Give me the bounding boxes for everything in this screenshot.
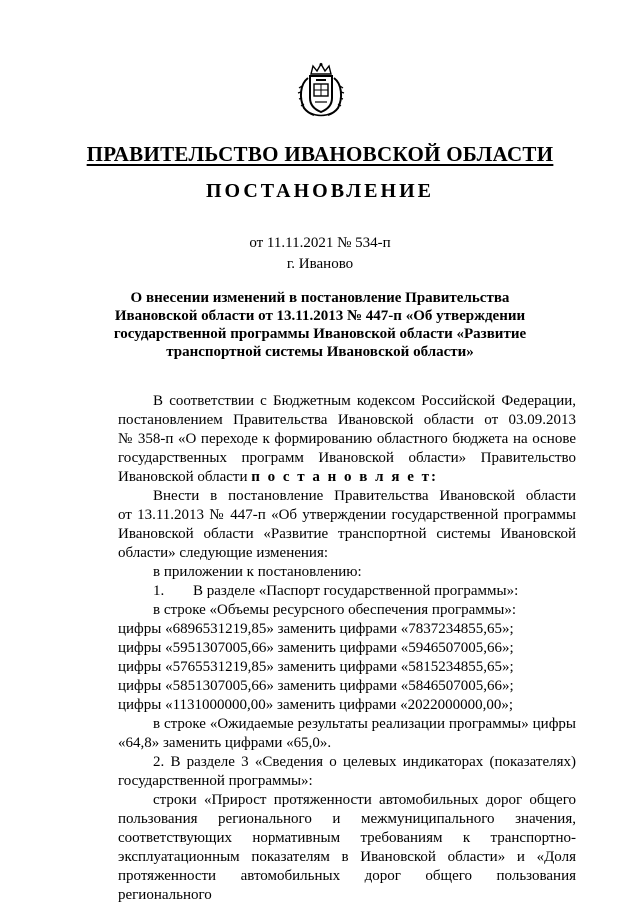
body-line: эксплуатационным показателям в Ивановской области» и «Доля [118, 849, 576, 865]
body-line: В соответствии с Бюджетным кодексом Российской Федерации, [153, 393, 576, 409]
body-line: цифры «5765531219,85» заменить цифрами «5815234855,65»; [118, 659, 514, 675]
body-line: Ивановской области «Развитие транспортной системы Ивановской [118, 526, 576, 542]
title-line: Ивановской области от 13.11.2013 № 447-п «Об утверждении [114, 308, 526, 324]
body-text: Ивановской области [118, 469, 252, 485]
body-line: строки «Прирост протяженности автомобильных дорог общего [153, 792, 576, 808]
title-line: транспортной системы Ивановской области» [166, 344, 474, 360]
body-line: цифры «1131000000,00» заменить цифрами «2022000000,00»; [118, 697, 514, 713]
body-line: Внести в постановление Правительства Ивановской области [153, 488, 576, 504]
body-line: области» следующие изменения: [118, 545, 329, 561]
body-line: цифры «5851307005,66» заменить цифрами «5846507005,66»; [118, 678, 514, 694]
body-line: 2. В разделе 3 «Сведения о целевых индикаторах (показателях) [153, 754, 576, 770]
body-line: в строке «Объемы ресурсного обеспечения программы»: [153, 602, 516, 618]
title-line: государственной программы Ивановской области «Развитие [113, 326, 527, 342]
body-line: пользования регионального и межмуниципального значения, [118, 811, 576, 827]
body-line: государственных программ Ивановской области» Правительство [118, 450, 576, 466]
coat-of-arms-emblem [296, 62, 346, 118]
list-item [118, 582, 576, 601]
document-date-number: от 11.11.2021 № 534-п [249, 235, 391, 251]
body-line: № 358-п «О переходе к формированию областного бюджета на основе [118, 431, 576, 447]
list-item-number: 1. [153, 583, 165, 599]
document-title [100, 289, 540, 361]
body-line: протяженности автомобильных дорог общего пользования регионального [118, 868, 576, 903]
resolves-spaced: п о с т а н о в л я е т: [251, 469, 438, 485]
body-line [118, 468, 576, 487]
body-line: «64,8» заменить цифрами «65,0». [118, 735, 332, 751]
document-city: г. Иваново [286, 256, 354, 272]
body-line: постановлением Правительства Ивановской области от 03.09.2013 [118, 412, 576, 428]
body-line: государственной программы»: [118, 773, 313, 789]
body-line: цифры «5951307005,66» заменить цифрами «5946507005,66»; [118, 640, 514, 656]
organization-name: ПРАВИТЕЛЬСТВО ИВАНОВСКОЙ ОБЛАСТИ [86, 142, 554, 166]
body-line: цифры «6896531219,85» заменить цифрами «7837234855,65»; [118, 621, 514, 637]
title-line: О внесении изменений в постановление Правительства [130, 290, 510, 306]
document-type: ПОСТАНОВЛЕНИЕ [206, 180, 434, 202]
body-line: в приложении к постановлению: [153, 564, 362, 580]
list-item-text: В разделе «Паспорт государственной программы»: [193, 583, 519, 599]
body-line: от 13.11.2013 № 447-п «Об утверждении государственной программы [118, 507, 576, 523]
body-line: в строке «Ожидаемые результаты реализации программы» цифры [153, 716, 576, 732]
document-body [118, 392, 576, 905]
body-line: соответствующих нормативным требованиям к транспортно- [118, 830, 576, 846]
